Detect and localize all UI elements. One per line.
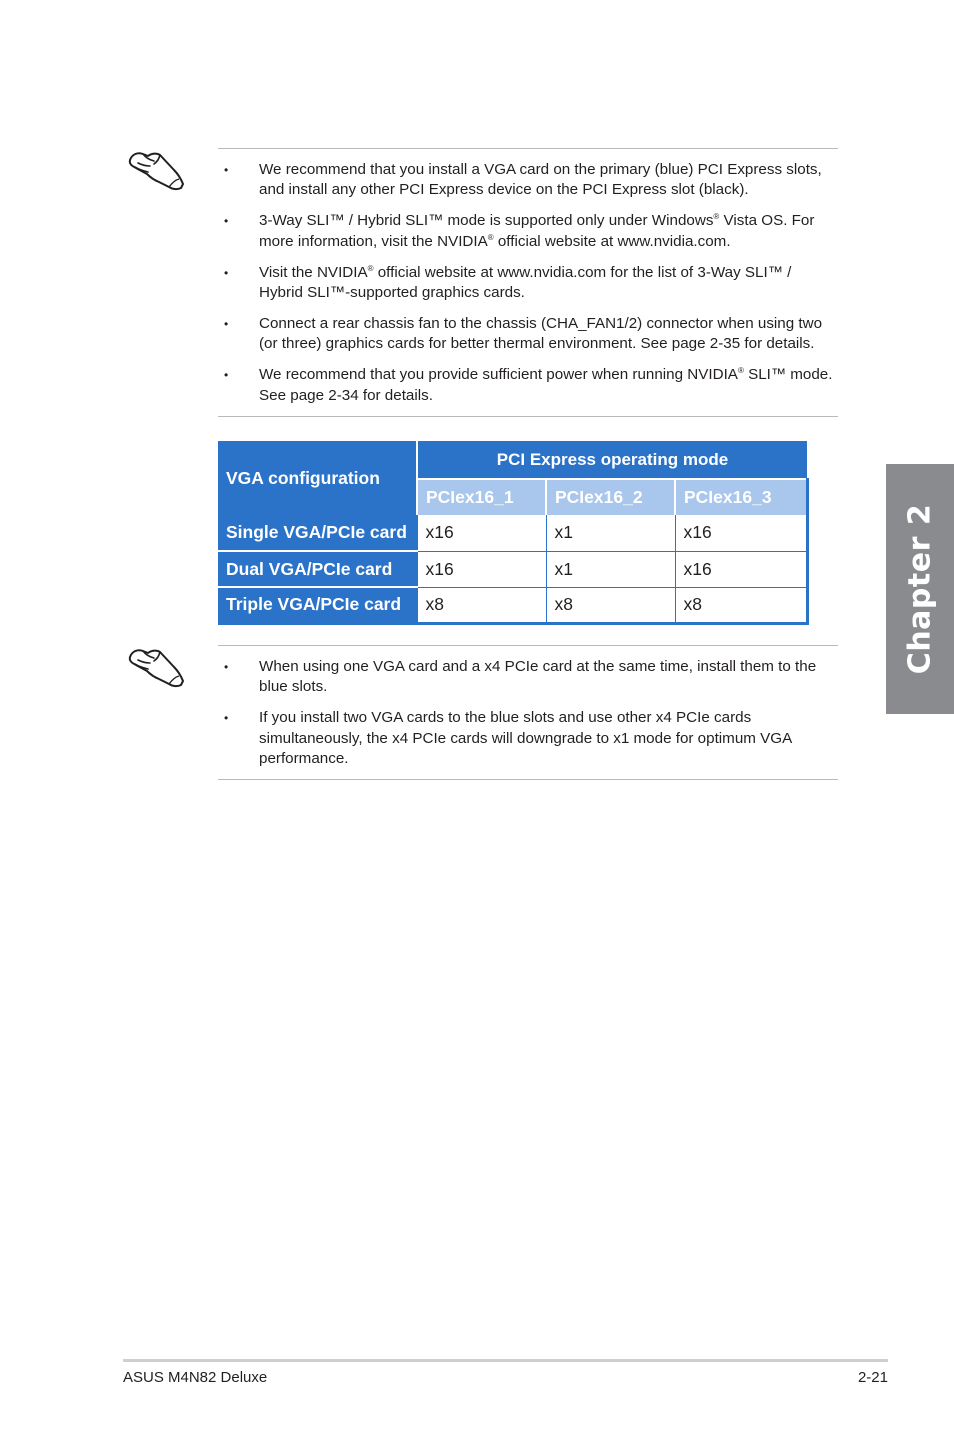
table-cell: x8 — [546, 587, 675, 623]
table-cell: x1 — [546, 515, 675, 551]
column-header: PCIex16_2 — [546, 479, 675, 515]
bullet-mark: • — [224, 163, 229, 177]
note-hand-icon — [126, 146, 188, 192]
table-cell: x8 — [417, 587, 546, 623]
row-label: Dual VGA/PCIe card — [218, 551, 417, 587]
table-row — [218, 515, 807, 551]
table-corner-label: VGA configuration — [218, 441, 417, 515]
table-cell: x16 — [417, 515, 546, 551]
registered-mark: ® — [367, 263, 374, 273]
note-list-top — [218, 160, 838, 406]
table-cell: x1 — [546, 551, 675, 587]
note-item — [218, 365, 838, 406]
note-text: SLI™ mode. See page 2-34 for details. — [259, 366, 833, 404]
table-row — [218, 551, 807, 587]
note-item — [218, 314, 838, 355]
row-label: Single VGA/PCIe card — [218, 515, 417, 551]
chapter-tab-label: Chapter 2 — [902, 503, 938, 675]
table-cell: x8 — [675, 587, 807, 623]
note-list-bottom — [218, 657, 838, 770]
pci-express-mode-table — [218, 441, 809, 625]
registered-mark: ® — [487, 232, 494, 242]
note-text: Connect a rear chassis fan to the chassis (CHA_FAN1/2) connector when using two (or three) graphics cards for better thermal environment. See page 2-35 for details. — [259, 314, 823, 353]
note-item — [218, 160, 838, 201]
registered-mark: ® — [713, 212, 720, 222]
footer-divider — [123, 1359, 888, 1362]
note-text: If you install two VGA cards to the blue slots and use other x4 PCIe cards simultaneously, the x4 PCIe cards will downgrade to x1 mode for optimum VGA performance. — [259, 709, 792, 768]
table-group-header: PCI Express operating mode — [417, 441, 807, 479]
note-item — [218, 211, 838, 252]
column-header: PCIex16_1 — [417, 479, 546, 515]
note-text: 3-Way SLI™ / Hybrid SLI™ mode is supported only under Windows — [259, 212, 714, 230]
bullet-mark: • — [224, 711, 229, 726]
bullet-mark: • — [224, 265, 229, 280]
note-block-bottom — [218, 645, 838, 780]
table-cell: x16 — [675, 551, 807, 587]
bullet-mark: • — [224, 316, 229, 331]
footer-product-name: ASUS M4N82 Deluxe — [123, 1369, 268, 1386]
note-text: When using one VGA card and a x4 PCIe card at the same time, install them to the blue slots. — [259, 658, 817, 696]
footer-page-number: 2-21 — [857, 1369, 888, 1386]
note-hand-icon — [126, 643, 188, 689]
table-cell: x16 — [417, 551, 546, 587]
bullet-mark: • — [224, 368, 229, 383]
bullet-mark: • — [224, 214, 229, 229]
note-item — [218, 708, 838, 769]
note-text: We recommend that you provide sufficient power when running NVIDIA — [259, 366, 738, 384]
bullet-mark: • — [224, 660, 229, 674]
note-item — [218, 263, 838, 304]
chapter-tab — [886, 464, 954, 714]
table-row — [218, 587, 807, 623]
table-cell: x16 — [675, 515, 807, 551]
column-header: PCIex16_3 — [675, 479, 807, 515]
note-text: official website at www.nvidia.com for the list of 3-Way SLI™ / Hybrid SLI™-supported graphics cards. — [259, 263, 792, 302]
note-text: We recommend that you install a VGA card on the primary (blue) PCI Express slots, and install any other PCI Express device on the PCI Express slot (black). — [259, 161, 822, 199]
note-text: Vista OS. For more information, visit the NVIDIA — [259, 212, 815, 250]
note-block-top — [218, 148, 838, 417]
note-item — [218, 657, 838, 698]
row-label: Triple VGA/PCIe card — [218, 587, 417, 623]
registered-mark: ® — [737, 366, 744, 376]
note-text: official website at www.nvidia.com. — [493, 232, 731, 250]
note-text: Visit the NVIDIA — [259, 263, 368, 281]
